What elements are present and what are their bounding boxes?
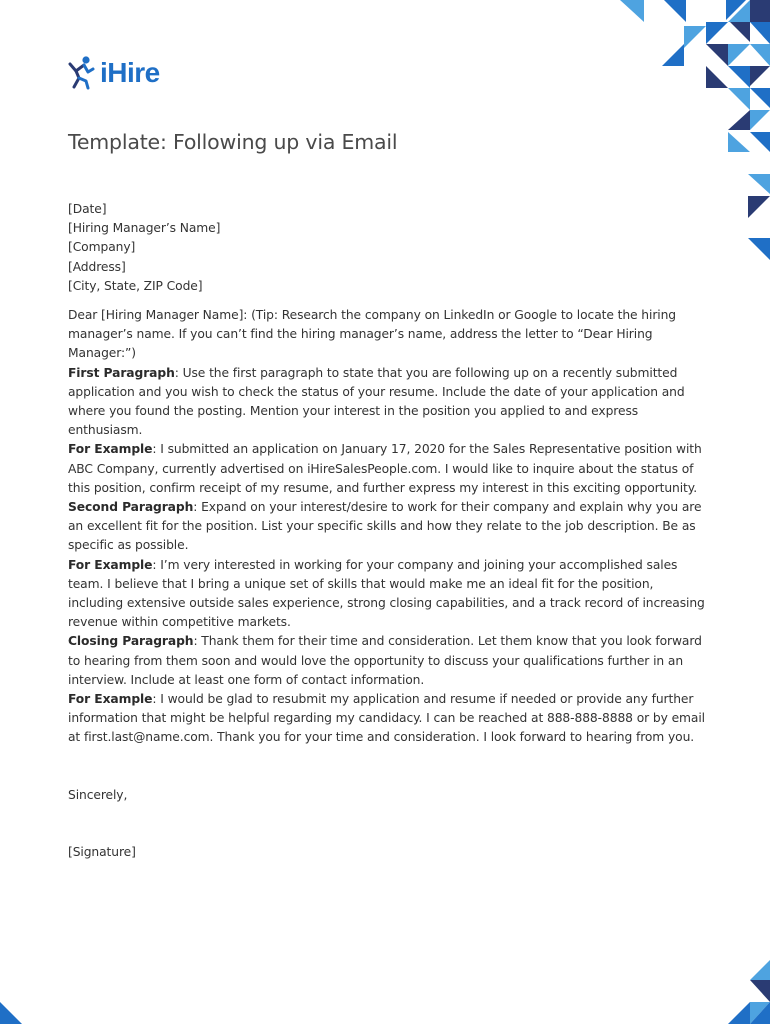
triangle-decoration	[750, 960, 770, 980]
triangle-decoration	[750, 66, 770, 86]
closing-paragraph-instructions	[68, 632, 708, 690]
triangle-decoration	[620, 0, 644, 22]
square-decoration	[750, 0, 770, 22]
signature-placeholder: [Signature]	[68, 844, 136, 859]
triangle-decoration	[706, 66, 728, 88]
example-text: : I’m very interested in working for your company and joining your accomplished sales team. I believe that I bring a unique set of skills that would make me an ideal fit for the position, including extensive outside sales experience, strong closing capabilities, and a track record of increasing revenue within competitive markets.	[68, 557, 705, 630]
triangle-decoration	[706, 44, 728, 66]
paragraph-label: Second Paragraph	[68, 500, 194, 515]
triangle-decoration	[750, 88, 770, 108]
triangle-decoration	[728, 1002, 750, 1024]
example-label: For Example	[68, 692, 153, 707]
address-line: [Address]	[68, 259, 126, 274]
paragraph-text: : Use the first paragraph to state that you are following up on a recently submitted application and you wish to check the status of your resume. Include the date of your application and where you found the posting. Mention your interest in the position you applied to and express enthusiasm.	[68, 365, 685, 438]
ihire-logo	[66, 54, 160, 92]
letter-body	[68, 200, 708, 862]
paragraph-text: : Thank them for their time and consideration. Let them know that you look forward to hearing from them soon and would love the opportunity to discuss your qualifications further in an interview. Include at least one form of contact information.	[68, 634, 702, 687]
closing-paragraph-example	[68, 690, 708, 748]
address-line: [Company]	[68, 240, 136, 255]
triangle-decoration	[728, 110, 750, 130]
triangle-decoration	[748, 238, 770, 260]
triangle-decoration	[728, 66, 750, 88]
triangle-decoration	[748, 196, 770, 218]
second-paragraph-instructions	[68, 498, 708, 556]
paragraph-label: Closing Paragraph	[68, 634, 194, 649]
triangle-decoration	[750, 980, 770, 1002]
triangle-decoration	[728, 132, 750, 152]
triangle-decoration	[748, 174, 770, 194]
triangle-decoration	[730, 22, 750, 42]
geometric-pattern-bottom-left	[0, 994, 24, 1024]
triangle-decoration	[750, 110, 770, 130]
triangle-decoration	[664, 0, 686, 22]
triangle-decoration	[750, 22, 770, 44]
triangle-decoration	[750, 44, 770, 66]
first-paragraph-instructions	[68, 364, 708, 441]
address-line: [Hiring Manager’s Name]	[68, 221, 221, 236]
page-title: Template: Following up via Email	[68, 130, 398, 154]
recipient-address	[68, 219, 708, 296]
example-label: For Example	[68, 557, 153, 572]
closing-sincerely: Sincerely,	[68, 787, 128, 802]
example-text: : I submitted an application on January 17, 2020 for the Sales Representative position with ABC Company, currently advertised on iHireSalesPeople.com. I would like to inquire about the status of this position, confirm receipt of my resume, and further express my interest in this exciting opportunity.	[68, 442, 702, 495]
triangle-decoration	[662, 44, 684, 66]
salutation: Dear [Hiring Manager Name]: (Tip: Research the company on LinkedIn or Google to locate the hiring manager’s name. If you can’t find the hiring manager’s name, address the letter to “Dear Hiring Manager:”)	[68, 308, 676, 361]
runner-icon	[66, 54, 96, 92]
triangle-decoration	[728, 88, 750, 110]
triangle-decoration	[750, 132, 770, 152]
example-label: For Example	[68, 442, 153, 457]
date-placeholder: [Date]	[68, 202, 107, 216]
example-text: : I would be glad to resubmit my application and resume if needed or provide any further information that might be helpful regarding my candidacy. I can be reached at 888-888-8888 or by email at first.last@name.com. Thank you for your time and consideration. I look forward to hearing from you.	[68, 692, 705, 745]
triangle-decoration	[0, 1002, 22, 1024]
first-paragraph-example	[68, 440, 708, 498]
triangle-decoration	[728, 44, 750, 66]
second-paragraph-example	[68, 556, 708, 633]
geometric-pattern-bottom-right	[720, 954, 770, 1024]
address-line: [City, State, ZIP Code]	[68, 278, 203, 293]
logo-wordmark: iHire	[100, 57, 160, 88]
paragraph-text: : Expand on your interest/desire to work for their company and explain why you are an excellent fit for the position. List your specific skills and how they relate to the job description. Be as specific as possible.	[68, 500, 702, 553]
triangle-decoration	[706, 22, 728, 44]
paragraph-label: First Paragraph	[68, 365, 175, 380]
triangle-decoration	[684, 26, 706, 48]
